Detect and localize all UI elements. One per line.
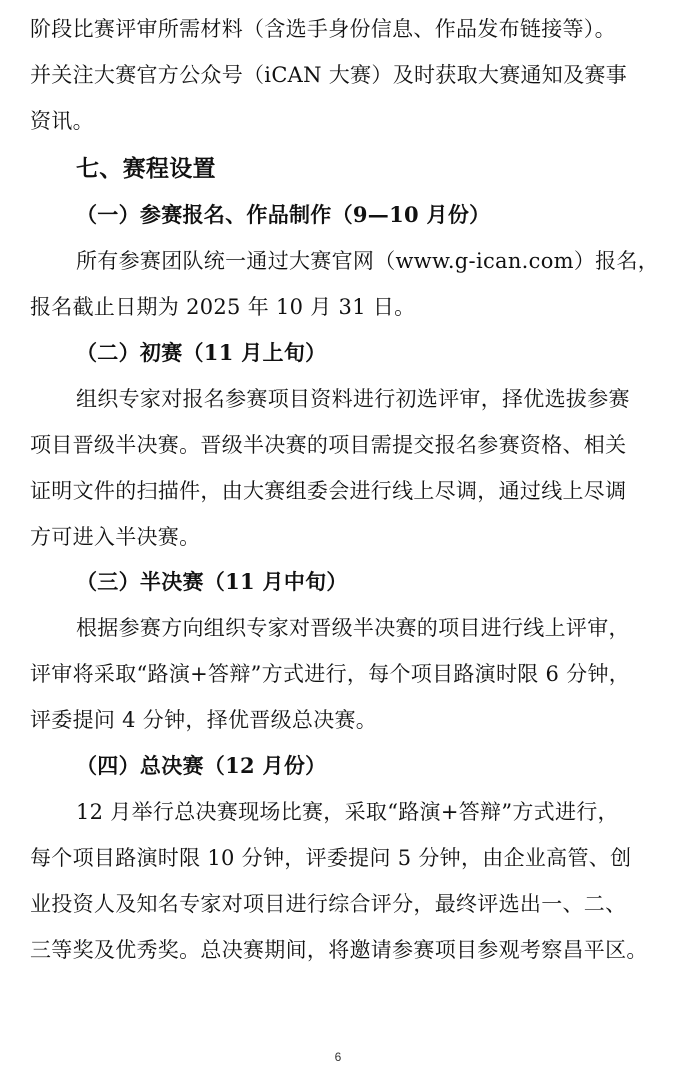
stage4-line-2: 每个项目路演时限 10 分钟，评委提问 5 分钟，由企业高管、创 [30, 846, 632, 870]
intro-line-3: 资讯。 [30, 109, 94, 133]
stage2-title: （二）初赛（11 月上旬） [76, 340, 327, 365]
stage3-line-1: 根据参赛方向组织专家对晋级半决赛的项目进行线上评审， [76, 616, 630, 640]
stage1-title: （一）参赛报名、作品制作（9—10 月份） [76, 202, 491, 227]
stage4-line-1: 12 月举行总决赛现场比赛，采取“路演+答辩”方式进行， [76, 800, 619, 824]
stage3-line-2: 评审将采取“路演+答辩”方式进行，每个项目路演时限 6 分钟， [30, 662, 631, 686]
page-number: 6 [334, 1050, 342, 1064]
stage3-line-3: 评委提问 4 分钟，择优晋级总决赛。 [30, 708, 378, 732]
stage3-title: （三）半决赛（11 月中旬） [76, 569, 348, 594]
stage2-line-4: 方可进入半决赛。 [30, 525, 201, 549]
intro-line-2: 并关注大赛官方公众号（iCAN 大赛）及时获取大赛通知及赛事 [30, 63, 627, 87]
stage4-title: （四）总决赛（12 月份） [76, 753, 327, 778]
stage2-line-1: 组织专家对报名参赛项目资料进行初选评审，择优选拔参赛 [76, 387, 630, 411]
section-title: 七、赛程设置 [76, 155, 216, 182]
stage4-line-3: 业投资人及知名专家对项目进行综合评分，最终评选出一、二、 [30, 892, 627, 916]
stage1-line-2: 报名截止日期为 2025 年 10 月 31 日。 [30, 295, 416, 319]
stage2-line-2: 项目晋级半决赛。晋级半决赛的项目需提交报名参赛资格、相关 [30, 433, 627, 457]
stage2-line-3: 证明文件的扫描件，由大赛组委会进行线上尽调，通过线上尽调 [30, 479, 627, 503]
stage4-line-4: 三等奖及优秀奖。总决赛期间，将邀请参赛项目参观考察昌平区。 [30, 938, 648, 962]
stage1-line-1: 所有参赛团队统一通过大赛官网（www.g-ican.com）报名， [76, 249, 660, 273]
intro-line-1: 阶段比赛评审所需材料（含选手身份信息、作品发布链接等）。 [30, 17, 616, 41]
